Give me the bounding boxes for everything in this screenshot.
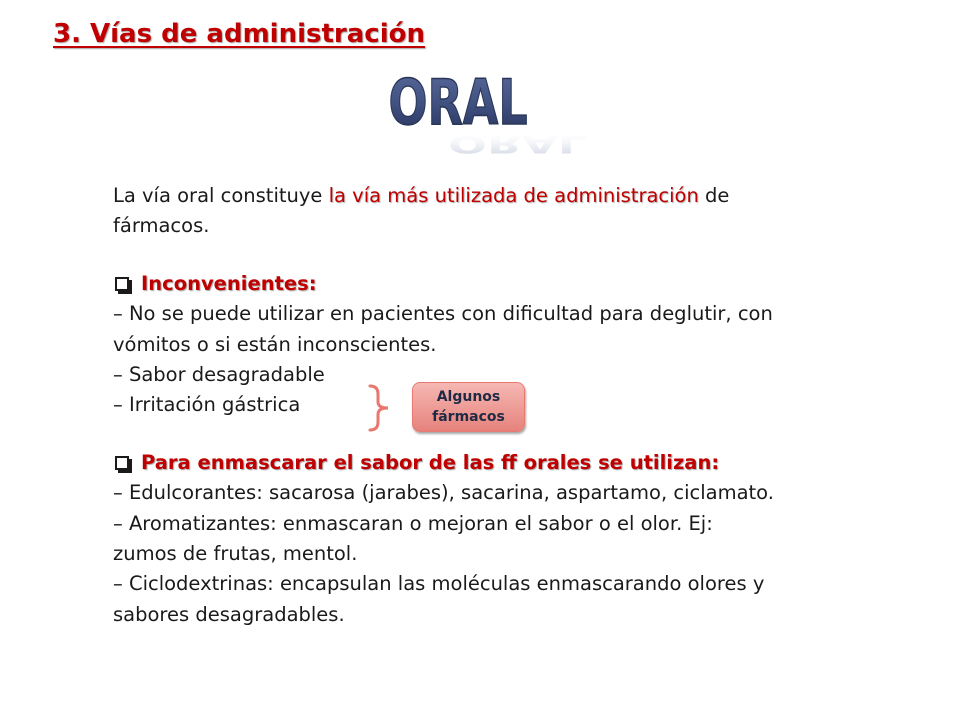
inconvenientes-item: – No se puede utilizar en pacientes con dificultad para deglutir, con — [113, 302, 773, 326]
intro-line-1 — [113, 181, 853, 211]
enmascarar-heading-text: Para enmascarar el sabor de las ff orales se utilizan: — [141, 450, 720, 474]
inconvenientes-item: – Irritación gástrica — [113, 393, 301, 417]
intro-highlight: la vía más utilizada de administración — [328, 184, 699, 207]
badge-line-2: fármacos — [432, 409, 505, 425]
oral-wordart-reflection: ORAL — [447, 130, 588, 159]
inconvenientes-item: – Sabor desagradable — [113, 362, 325, 386]
slide-title: 3. Vías de administración — [53, 19, 425, 49]
enmascarar-item: – Aromatizantes: enmascaran o mejoran el sabor o el olor. Ej: — [113, 511, 713, 535]
enmascarar-item: – Edulcorantes: sacarosa (jarabes), sacarina, aspartamo, ciclamato. — [113, 481, 774, 505]
checkbox-bullet-icon — [115, 456, 129, 470]
intro-line-2: fármacos. — [113, 214, 210, 238]
inconvenientes-item: vómitos o si están inconscientes. — [113, 332, 437, 356]
intro-text-before: La vía oral constituye — [113, 184, 329, 207]
enmascarar-item: – Ciclodextrinas: encapsulan las moléculas enmascarando olores y — [113, 572, 765, 596]
intro-text-after: de — [698, 184, 730, 207]
inconvenientes-heading-text: Inconvenientes: — [141, 271, 317, 295]
oral-wordart-text: ORAL — [388, 65, 528, 139]
enmascarar-item: zumos de frutas, mentol. — [113, 541, 358, 565]
inconvenientes-heading — [113, 269, 853, 299]
brace-icon — [366, 384, 392, 432]
checkbox-bullet-icon — [115, 277, 129, 291]
enmascarar-item: sabores desagradables. — [113, 602, 345, 626]
badge-line-1: Algunos — [436, 389, 501, 405]
enmascarar-heading — [113, 448, 853, 478]
oral-wordart — [388, 65, 588, 166]
algunos-farmacos-badge — [412, 382, 525, 432]
